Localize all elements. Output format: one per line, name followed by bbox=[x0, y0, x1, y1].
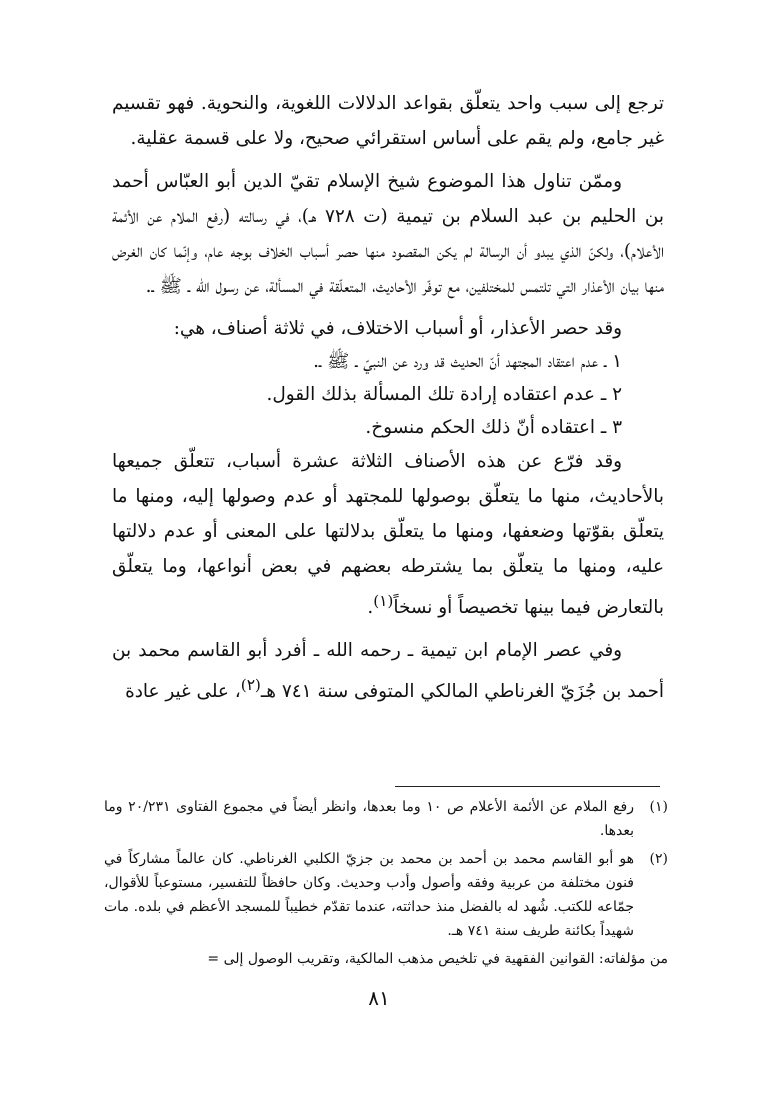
footnote-number: (٢) bbox=[649, 851, 668, 867]
footnote-number: (١) bbox=[649, 799, 668, 815]
paragraph-4 bbox=[112, 633, 664, 709]
list-intro: وقد حصر الأعذار، أو أسباب الاختلاف، في ثلاثة أصناف، هي: bbox=[173, 318, 622, 339]
paragraph-2: وممّن تناول هذا الموضوع شيخ الإسلام تقيّ الدين أبو العبّاس أحمد بن الحليم بن عبد السلام بن تيمية (ت ٧٢٨ هـ)، في رسالته (رفع الملام عن الأئمة الأعلام)، ولكنّ الذي يبدو أن الرسالة لم يكن المقصود منها حصر أسباب الخلاف بوجه عام، وإنّما كان الغرض منها بيان الأعذار التي تلتمس للمختلفين، مع توفّر الأحاديث، المتعلّقة في المسألة، عن رسول الله ـ ﷺ ـ. bbox=[112, 171, 664, 297]
reasons-list bbox=[112, 312, 664, 444]
footnote-ref-1: (١) bbox=[373, 592, 394, 610]
list-item: ٣ ـ اعتقاده أنّ ذلك الحكم منسوخ. bbox=[365, 417, 622, 438]
footnote-text: رفع الملام عن الأئمة الأعلام ص ١٠ وما بعدها، وانظر أيضاً في مجموع الفتاوى ٢٠/٢٣١ وما بعدها. bbox=[104, 799, 634, 839]
footnote-1 bbox=[104, 795, 668, 843]
paragraph-3-end: . bbox=[367, 597, 374, 619]
footnote-2 bbox=[104, 847, 668, 943]
paragraph-3 bbox=[112, 444, 664, 625]
footnote-ref-2: (٢) bbox=[240, 676, 261, 695]
paragraph-1: ترجع إلى سبب واحد يتعلّق بقواعد الدلالات اللغوية، والنحوية. فهو تقسيم غير جامع، ولم يقم على أساس استقرائي صحيح، ولا على قسمة عقلية. bbox=[112, 93, 664, 149]
footnote-text: هو أبو القاسم محمد بن أحمد بن محمد بن جزيّ الكلبي الغرناطي. كان عالماً مشاركاً في فنون مختلفة من عربية وفقه وأصول وأدب وحديث. وكان حافظاً للتفسير، مستوعباً للأقوال، جمّاعه للكتب. شُهد له بالفضل منذ حداثته، عندما تقدّم خطيباً للمسجد الأعظم في بلده. مات شهيداً بكائنة طريف سنة ٧٤١ هـ. bbox=[104, 851, 634, 939]
paragraph-4-text: وفي عصر الإمام ابن تيمية ـ رحمه الله ـ أفرد أبو القاسم محمد بن أحمد بن جُزَيّ الغرناطي المالكي المتوفى سنة ٧٤١ هـ bbox=[112, 640, 664, 703]
main-text bbox=[112, 86, 664, 709]
footnotes bbox=[104, 795, 668, 971]
page-number: ٨١ bbox=[368, 986, 390, 1010]
footnote-separator bbox=[395, 786, 660, 787]
list-item: ٢ ـ عدم اعتقاده إرادة تلك المسألة بذلك القول. bbox=[266, 384, 622, 405]
list-item: ١ ـ عدم اعتقاد المجتهد أنّ الحديث قد ورد عن النبيّ ـ ﷺ ـ. bbox=[313, 351, 622, 372]
paragraph-4-end: ، على غير عادة bbox=[125, 681, 241, 703]
paragraph-3-text: وقد فرّع عن هذه الأصناف الثلاثة عشرة أسباب، تتعلّق جميعها بالأحاديث، منها ما يتعلّق بوصولها للمجتهد أو عدم وصولها إليه، ومنها ما يتعلّق بقوّتها وضعفها، ومنها ما يتعلّق بدلالتها على المعنى أو عدم دلالتها عليه، ومنها ما يتعلّق بما يشترطه بعضهم في بعض أنواعها، وما يتعلّق بالتعارض فيما بينها تخصيصاً أو نسخاً bbox=[112, 451, 664, 619]
footnote-continuation: من مؤلفاته: القوانين الفقهية في تلخيص مذهب المالكية، وتقريب الوصول إلى = bbox=[207, 951, 668, 967]
